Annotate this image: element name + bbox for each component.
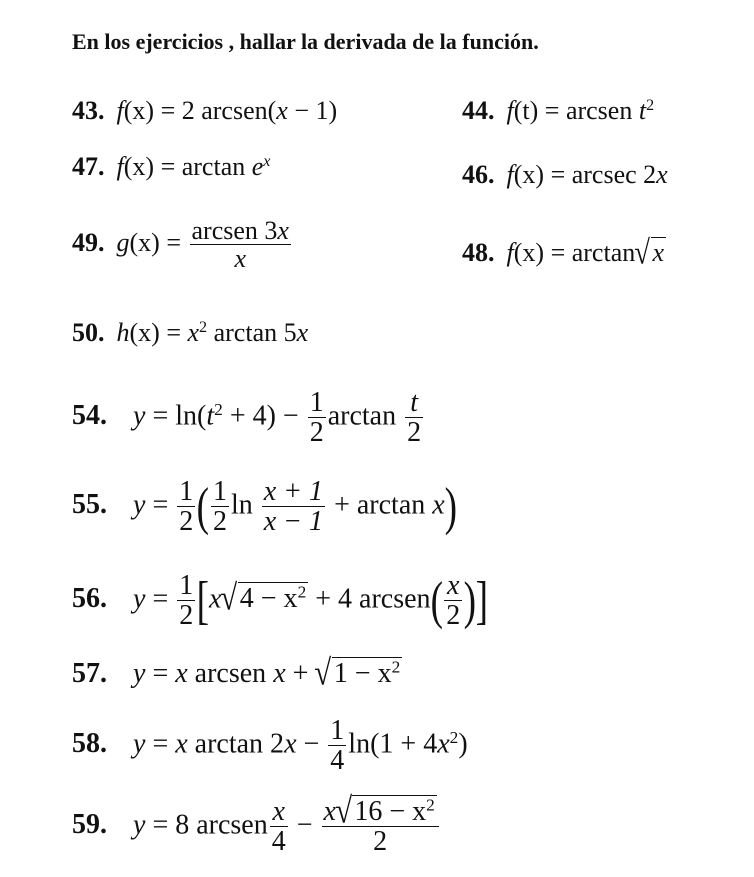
fraction: $\frac{t}{2}$ — [407, 387, 422, 449]
exercise-number: 50. — [72, 318, 105, 347]
exercise-number: 46. — [462, 160, 495, 189]
exercise-49: 49. g(x) = $\frac{\text{arcsen 3x}}{x}$ — [72, 216, 289, 274]
fraction: $\frac{1}{2}$ — [179, 570, 194, 632]
page-title: En los ejercicios , hallar la derivada de la función. — [72, 29, 539, 54]
fraction: $\frac{x√16 - x^2}{2}$ — [322, 797, 439, 857]
exercise-number: 43. — [72, 96, 105, 125]
square-root: $√1 - x^2$ — [314, 653, 401, 694]
exercise-number: 55. — [72, 489, 107, 521]
fraction: $\frac{x}{4}$ — [271, 796, 286, 858]
exercise-44: 44. f(t) = arcsen $t^2$ — [462, 96, 655, 125]
exercise-50: 50. $h(x) = x^2$ arctan 5x — [72, 318, 309, 347]
exercise-46: 46. f(x) = arcsec 2x — [462, 160, 668, 189]
exercise-48: 48. f(x) = arctan√x — [462, 233, 665, 272]
exercise-55: 55. y = $\frac{1}{2}$ ( $\frac{1}{2}$ ln $\frac{x + 1}{x - 1}$ + arctan x) — [72, 476, 457, 538]
exercise-56: 56. y = $\frac{1}{2}$ [$x√4 - x^2 + 4$ arcsen( $\frac{x}{2}$ )] — [72, 570, 489, 632]
fraction: $\frac{x + 1}{x - 1}$ — [263, 476, 324, 538]
square-root: $√16 - x^2$ — [335, 791, 435, 832]
exercise-58: 58. y = x arctan 2x − $\frac{1}{4}$ $\ln(1 + 4x^2)$ — [72, 715, 468, 777]
fraction: $\frac{x}{2}$ — [446, 570, 461, 632]
exercise-number: 44. — [462, 96, 495, 125]
exercise-number: 48. — [462, 238, 495, 267]
exercise-number: 56. — [72, 583, 107, 615]
exercise-number: 58. — [72, 728, 107, 760]
fraction: $\frac{1}{2}$ — [309, 387, 324, 449]
exercise-number: 59. — [72, 809, 107, 841]
square-root: √x — [634, 233, 665, 272]
fraction: $\frac{1}{2}$ — [212, 476, 227, 538]
exercise-47: 47. $f(x) = \arctan e^x$ — [72, 152, 271, 181]
exercise-number: 49. — [72, 227, 105, 257]
exercise-43: 43. f(x) = 2 arcsen(x − 1) — [72, 96, 338, 125]
exercise-number: 57. — [72, 658, 107, 689]
exercise-59: 59. y = 8 arcsen $\frac{x}{4}$ − $\frac{x√16 - x^2}{2}$ — [72, 797, 441, 857]
fraction: $\frac{1}{2}$ — [179, 476, 194, 538]
fraction: $\frac{\text{arcsen 3x}}{x}$ — [191, 216, 289, 274]
exercise-54: 54. $y = \ln(t^2 + 4)$ − $\frac{1}{2}$ arctan $\frac{t}{2}$ — [72, 387, 422, 449]
exercise-57: 57. y = x arcsen $x + √1 - x^2$ — [72, 653, 401, 694]
exercise-number: 54. — [72, 400, 107, 432]
square-root: $√4 - x^2$ — [220, 578, 307, 619]
exercise-number: 47. — [72, 152, 105, 181]
fraction: $\frac{1}{4}$ — [330, 715, 345, 777]
